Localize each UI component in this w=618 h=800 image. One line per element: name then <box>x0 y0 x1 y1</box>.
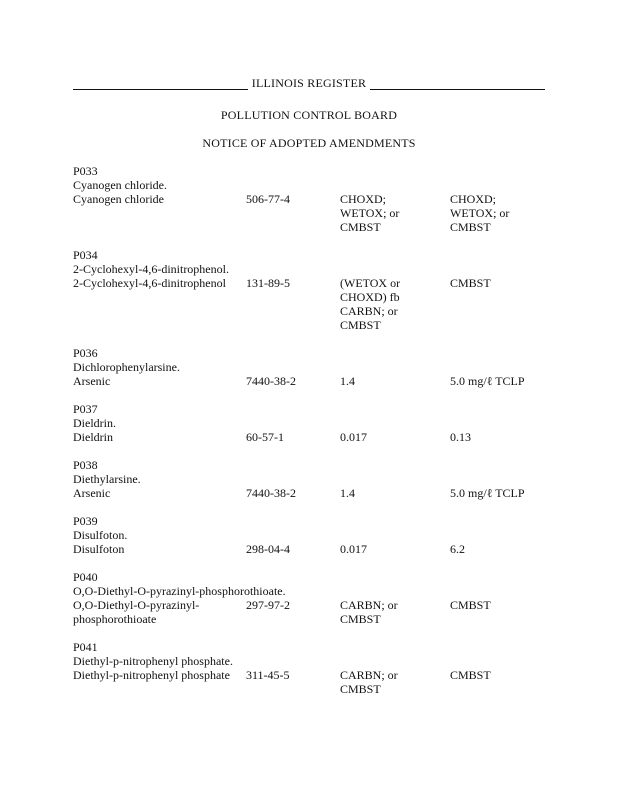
constituent-line: 2-Cyclohexyl-4,6-dinitrophenol <box>73 276 226 290</box>
constituent-line: Cyanogen chloride <box>73 192 164 206</box>
wastewater-standard <box>340 192 399 234</box>
constituent-row <box>73 192 553 234</box>
wastewater-standard <box>340 486 355 500</box>
nonwastewater-line: WETOX; or <box>450 206 510 220</box>
wastewater-line: CMBST <box>340 220 381 234</box>
cas-number: 7440-38-2 <box>246 374 296 388</box>
constituent-name <box>73 598 199 626</box>
waste-name: Diethyl-p-nitrophenyl phosphate. <box>73 654 233 668</box>
constituent-name <box>73 192 164 206</box>
waste-code-entry <box>73 640 553 696</box>
nonwastewater-line: CMBST <box>450 276 491 290</box>
nonwastewater-line: 5.0 mg/ℓ TCLP <box>450 374 525 388</box>
wastewater-line: CMBST <box>340 318 381 332</box>
nonwastewater-standard <box>450 430 471 444</box>
waste-code: P038 <box>73 458 98 472</box>
nonwastewater-standard <box>450 276 491 290</box>
wastewater-standard <box>340 542 367 556</box>
constituent-line: Dieldrin <box>73 430 113 444</box>
board-title: POLLUTION CONTROL BOARD <box>220 108 398 122</box>
waste-code: P040 <box>73 570 98 584</box>
constituent-line: O,O-Diethyl-O-pyrazinyl- <box>73 598 200 612</box>
wastewater-standard <box>340 374 355 388</box>
waste-code-entry <box>73 248 553 332</box>
wastewater-line: CMBST <box>340 612 381 626</box>
cas-number: 311-45-5 <box>246 668 290 682</box>
constituent-row <box>73 276 553 332</box>
constituent-name <box>73 668 230 682</box>
cas-number: 506-77-4 <box>246 192 290 206</box>
nonwastewater-standard <box>450 668 491 682</box>
waste-name: Dichlorophenylarsine. <box>73 360 180 374</box>
wastewater-line: CMBST <box>340 682 381 696</box>
wastewater-standard <box>340 276 400 332</box>
wastewater-line: CARBN; or <box>340 304 398 318</box>
wastewater-line: 0.017 <box>340 542 367 556</box>
constituent-name <box>73 542 124 556</box>
nonwastewater-line: CHOXD; <box>450 192 497 206</box>
wastewater-line: CARBN; or <box>340 668 398 682</box>
wastewater-line: CARBN; or <box>340 598 398 612</box>
waste-name: O,O-Diethyl-O-pyrazinyl-phosphorothioate. <box>73 584 286 598</box>
constituent-row <box>73 374 553 388</box>
wastewater-line: 0.017 <box>340 430 367 444</box>
constituent-name <box>73 276 226 290</box>
waste-code: P039 <box>73 514 98 528</box>
constituent-name <box>73 374 110 388</box>
constituent-row <box>73 668 553 696</box>
cas-number: 297-97-2 <box>246 598 290 612</box>
constituent-line: Arsenic <box>73 486 111 500</box>
waste-code-entry <box>73 402 553 444</box>
nonwastewater-standard <box>450 486 525 500</box>
wastewater-line: (WETOX or <box>340 276 401 290</box>
waste-name: Cyanogen chloride. <box>73 178 167 192</box>
wastewater-line: WETOX; or <box>340 206 400 220</box>
register-title-text: ILLINOIS REGISTER <box>248 76 370 90</box>
wastewater-line: 1.4 <box>340 486 355 500</box>
waste-code: P037 <box>73 402 98 416</box>
constituent-line: phosphorothioate <box>73 612 157 626</box>
waste-code: P036 <box>73 346 98 360</box>
nonwastewater-standard <box>450 192 509 234</box>
cas-number: 7440-38-2 <box>246 486 296 500</box>
constituent-name <box>73 430 113 444</box>
wastewater-standard <box>340 668 398 696</box>
waste-code-list <box>73 164 553 710</box>
constituent-line: Diethyl-p-nitrophenyl phosphate <box>73 668 230 682</box>
constituent-name <box>73 486 110 500</box>
nonwastewater-line: CMBST <box>450 668 491 682</box>
constituent-row <box>73 430 553 444</box>
register-title <box>0 76 618 90</box>
nonwastewater-line: 5.0 mg/ℓ TCLP <box>450 486 525 500</box>
constituent-line: Arsenic <box>73 374 111 388</box>
wastewater-standard <box>340 598 398 626</box>
cas-number: 60-57-1 <box>246 430 284 444</box>
nonwastewater-line: CMBST <box>450 598 491 612</box>
waste-name: 2-Cyclohexyl-4,6-dinitrophenol. <box>73 262 229 276</box>
notice-title: NOTICE OF ADOPTED AMENDMENTS <box>202 136 416 150</box>
cas-number: 131-89-5 <box>246 276 290 290</box>
waste-name: Dieldrin. <box>73 416 116 430</box>
waste-code-entry <box>73 346 553 388</box>
nonwastewater-standard <box>450 598 491 612</box>
waste-code: P041 <box>73 640 98 654</box>
waste-code-entry <box>73 458 553 500</box>
nonwastewater-line: CMBST <box>450 220 491 234</box>
wastewater-line: CHOXD) fb <box>340 290 400 304</box>
waste-code: P033 <box>73 164 98 178</box>
constituent-line: Disulfoton <box>73 542 125 556</box>
constituent-row <box>73 598 553 626</box>
nonwastewater-standard <box>450 542 465 556</box>
constituent-row <box>73 542 553 556</box>
waste-code: P034 <box>73 248 98 262</box>
cas-number: 298-04-4 <box>246 542 290 556</box>
nonwastewater-standard <box>450 374 525 388</box>
waste-name: Disulfoton. <box>73 528 128 542</box>
waste-name: Diethylarsine. <box>73 472 141 486</box>
waste-code-entry <box>73 164 553 234</box>
nonwastewater-line: 0.13 <box>450 430 471 444</box>
waste-code-entry <box>73 514 553 556</box>
nonwastewater-line: 6.2 <box>450 542 465 556</box>
wastewater-line: CHOXD; <box>340 192 387 206</box>
wastewater-standard <box>340 430 367 444</box>
wastewater-line: 1.4 <box>340 374 355 388</box>
waste-code-entry <box>73 570 553 626</box>
constituent-row <box>73 486 553 500</box>
